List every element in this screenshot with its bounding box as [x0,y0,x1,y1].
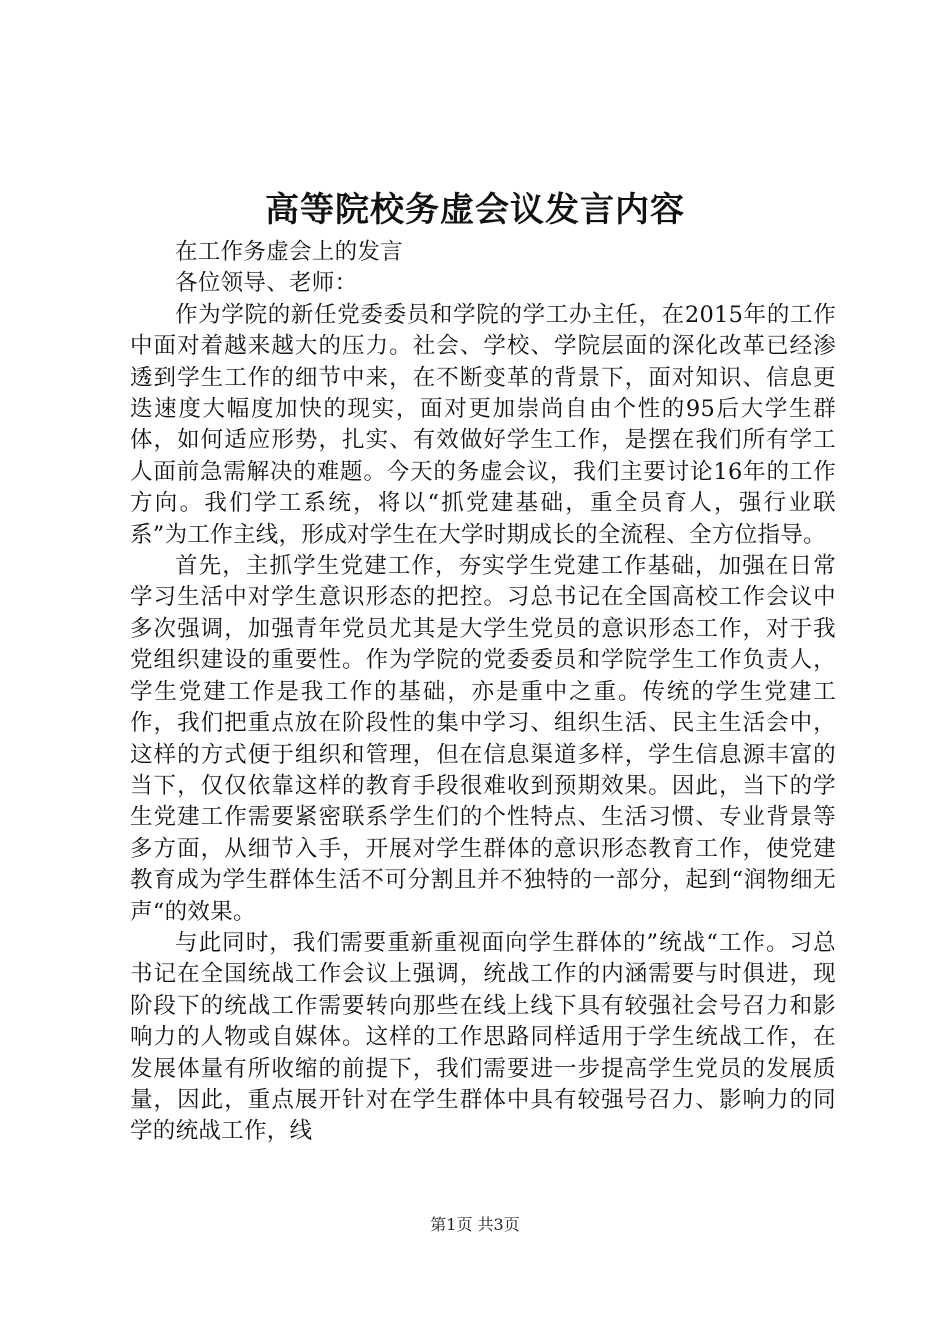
document-title: 高等院校务虚会议发言内容 [265,190,685,230]
document-body [130,237,836,1148]
paragraph-party-building: 首先，主抓学生党建工作，夯实学生党建工作基础，加强在日常学习生活中对学生意识形态的把控。习总书记在全国高校工作会议中多次强调，加强青年党员尤其是大学生党员的意识形态工作，对于我党组织建设的重要性。作为学院的党委委员和学院学生工作负责人，学生党建工作是我工作的基础，亦是重中之重。传统的学生党建工作，我们把重点放在阶段性的集中学习、组织生活、民主生活会中，这样的方式便于组织和管理，但在信息渠道多样，学生信息源丰富的当下，仅仅依靠这样的教育手段很难收到预期效果。因此，当下的学生党建工作需要紧密联系学生们的个性特点、生活习惯、专业背景等多方面，从细节入手，开展对学生群体的意识形态教育工作，使党建教育成为学生群体生活不可分割且并不独特的一部分，起到“润物细无声“的效果。 [130,553,836,925]
paragraph-united-front: 与此同时，我们需要重新重视面向学生群体的”统战“工作。习总书记在全国统战工作会议上强调，统战工作的内涵需要与时俱进，现阶段下的统战工作需要转向那些在线上线下具有较强社会号召力和影响力的人物或自媒体。这样的工作思路同样适用于学生统战工作，在发展体量有所收缩的前提下，我们需要进一步提高学生党员的发展质量，因此，重点展开针对在学生群体中具有较强号召力、影响力的同学的统战工作，线 [130,929,836,1145]
salutation-line: 各位领导、老师： [175,270,358,297]
paragraph-intro: 作为学院的新任党委委员和学院的学工办主任，在2015年的工作中面对着越来越大的压力。社会、学校、学院层面的深化改革已经渗透到学生工作的细节中来，在不断变革的背景下，面对知识、信息更迭速度大幅度加快的现实，面对更加崇尚自由个性的95后大学生群体，如何适应形势，扎实、有效做好学生工作，是摆在我们所有学工人面前急需解决的难题。今天的务虚会议，我们主要讨论16年的工作方向。我们学工系统，将以“抓党建基础，重全员育人，强行业联系”为工作主线，形成对学生在大学时期成长的全流程、全方位指导。 [130,301,836,548]
page-footer: 第1页 共3页 [430,1215,520,1234]
speech-heading-line: 在工作务虚会上的发言 [175,239,404,265]
